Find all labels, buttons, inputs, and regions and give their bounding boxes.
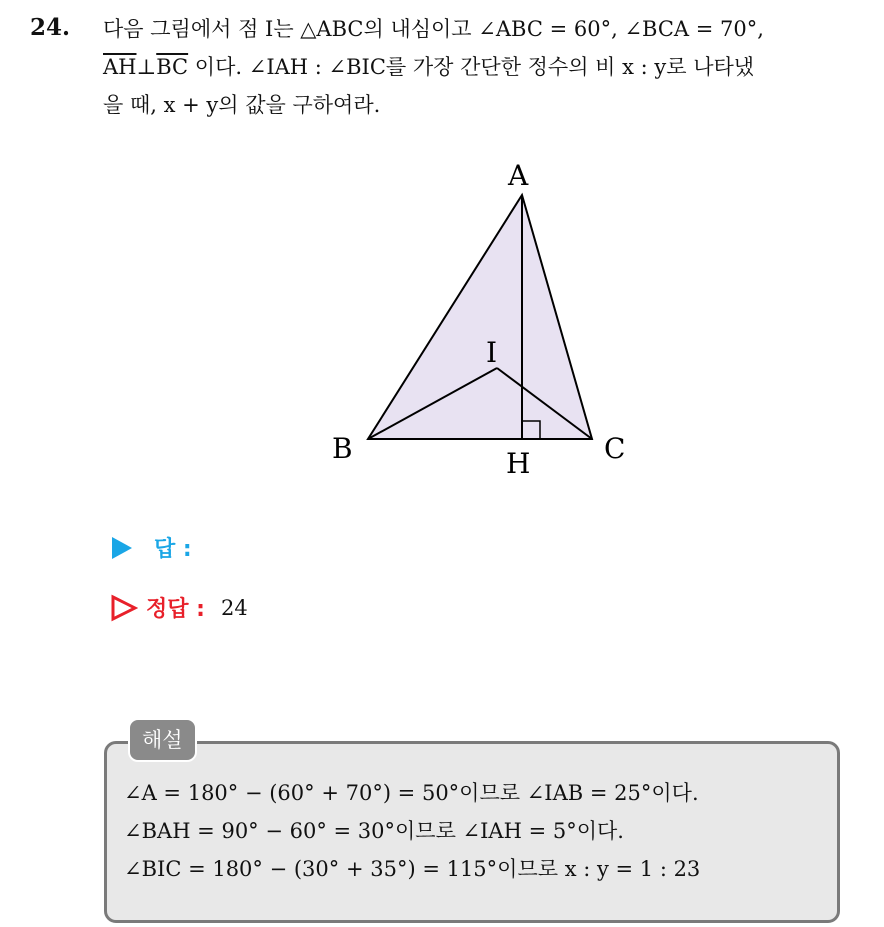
question-text [103,10,865,124]
triangle-abc [368,195,592,439]
outline-triangle-icon [110,594,138,622]
label-h: H [506,447,531,480]
segment-ah: $\overline{AH}$ [103,55,137,79]
explanation-line-3: ∠BIC = 180° − (30° + 35°) = 115°이므로 x : y = 1 : 23 [124,857,701,881]
question-line-1: 다음 그림에서 점 I는 △ABC의 내심이고 ∠ABC = 60°, ∠BCA = 70°, [103,17,764,41]
answer-blank-row [110,532,192,563]
correct-answer-value: 24 [220,595,248,620]
label-i: I [486,336,498,369]
segment-bc: $\overline{BC}$ [156,55,189,79]
label-a: A [508,159,529,192]
question-line-3: 을 때, x + y의 값을 구하여라. [103,93,381,117]
explanation-text [124,774,700,888]
triangle-figure [320,155,650,485]
play-triangle-icon [110,535,134,561]
label-b: B [332,432,353,465]
explanation-line-2: ∠BAH = 90° − 60° = 30°이므로 ∠IAH = 5°이다. [124,819,624,843]
label-c: C [604,432,626,465]
perpendicular-symbol: ⊥ [136,55,157,79]
correct-answer-row [110,592,248,623]
explanation-tab: 해설 [128,718,197,762]
question-line-2 [103,48,865,86]
question-line-2-rest: 이다. ∠IAH : ∠BIC를 가장 간단한 정수의 비 x : y로 나타냈 [188,55,755,79]
explanation-line-1: ∠A = 180° − (60° + 70°) = 50°이므로 ∠IAB = 25°이다. [124,781,699,805]
answer-blank-label: 답 : [154,537,192,562]
question-number: 24. [30,14,71,41]
correct-answer-label: 정답 : [146,597,205,622]
